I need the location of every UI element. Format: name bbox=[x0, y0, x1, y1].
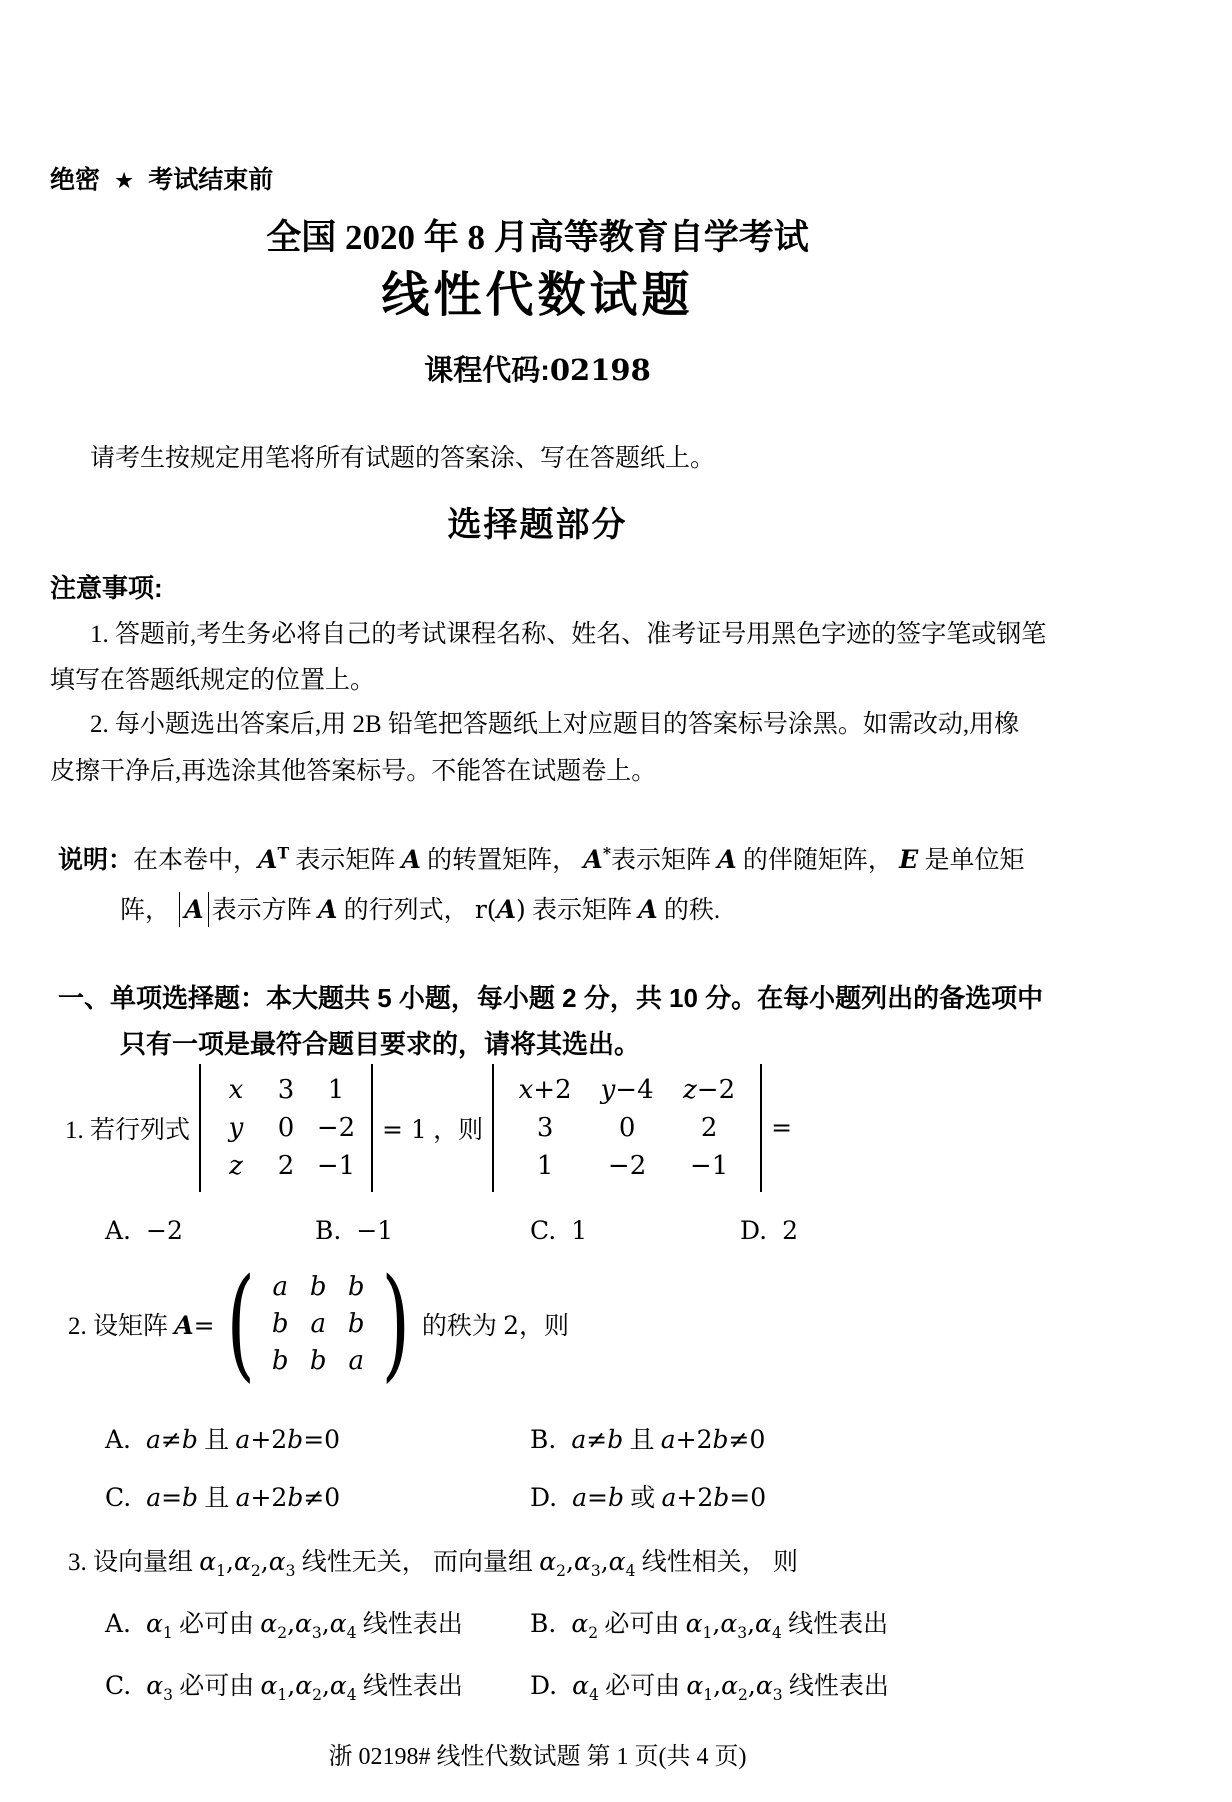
matrix-cell: y bbox=[228, 1113, 244, 1143]
q2-option-a bbox=[105, 1420, 340, 1456]
matrix-row bbox=[261, 1305, 375, 1342]
matrix-cell: b bbox=[309, 1271, 327, 1302]
matrix-cell: 0 bbox=[618, 1113, 636, 1143]
part-heading: 选择题部分 bbox=[447, 506, 628, 544]
q1-equals-then: = 1 ，则 bbox=[382, 1115, 484, 1144]
q1-option-b bbox=[315, 1216, 393, 1246]
q2-stem-prefix: 2. 设矩阵 A= bbox=[68, 1310, 215, 1340]
matrix-cell: b bbox=[271, 1308, 289, 1339]
q2-option-c bbox=[105, 1478, 340, 1514]
q1-option-b-text: −1 bbox=[356, 1216, 394, 1245]
q3-option-c-label: C. bbox=[105, 1671, 132, 1700]
matrix-row bbox=[504, 1147, 750, 1185]
q1-option-d-text: 2 bbox=[782, 1216, 799, 1245]
q1-equals-sign: = bbox=[771, 1113, 793, 1142]
security-banner bbox=[50, 160, 273, 196]
q1-option-c bbox=[530, 1216, 587, 1246]
q2-option-c-label: C. bbox=[105, 1483, 132, 1512]
matrix-cell: x +2 bbox=[518, 1075, 572, 1105]
matrix-cell: z bbox=[229, 1151, 243, 1181]
matrix-cell: a bbox=[272, 1271, 288, 1302]
matrix-cell: −2 bbox=[316, 1113, 356, 1143]
remark-line-1: 说明：在本卷中，$A^T$ 表示矩阵 A 的转置矩阵， A*表示矩阵 A 的伴随矩阵， E 是单位矩 bbox=[58, 843, 1025, 874]
q1-option-a-text: −2 bbox=[146, 1216, 183, 1245]
q3-option-a bbox=[105, 1604, 463, 1642]
q1-option-d bbox=[740, 1216, 798, 1246]
q1-option-c-label: C. bbox=[530, 1216, 557, 1245]
q3-option-b-text: $\alpha_2$ 必可由 $\alpha_1,\alpha_3,\alpha_4$ 线性表出 bbox=[571, 1609, 889, 1642]
q2-stem-suffix: 的秩为 2，则 bbox=[421, 1310, 570, 1340]
q2-options-row-1 bbox=[0, 1420, 1232, 1454]
matrix-cell: b bbox=[271, 1345, 289, 1376]
remark-line-2: 阵， A 表示方阵 A 的行列式， r(A) 表示矩阵 A 的秩. bbox=[120, 890, 720, 926]
q2-option-b-label: B. bbox=[530, 1425, 557, 1454]
q2-option-d-text: a=b 或 a+2b=0 bbox=[572, 1483, 767, 1512]
section-1-heading-line-1: 一、单项选择题：本大题共 5 小题，每小题 2 分，共 10 分。在每小题列出的备选项中 bbox=[58, 983, 1044, 1013]
matrix-cell: x bbox=[228, 1075, 244, 1105]
q3-option-d-label: D. bbox=[530, 1671, 558, 1700]
matrix-row bbox=[211, 1109, 361, 1147]
course-code: 课程代码:02198 bbox=[424, 353, 651, 387]
matrix-cell: a bbox=[310, 1308, 326, 1339]
matrix-cell: b bbox=[309, 1345, 327, 1376]
matrix-cell: z −2 bbox=[683, 1075, 736, 1105]
q1-option-c-text: 1 bbox=[571, 1216, 588, 1245]
matrix-paren-left: ( bbox=[226, 1252, 255, 1395]
matrix-cell: 0 bbox=[277, 1113, 295, 1143]
q3-option-b bbox=[530, 1604, 888, 1642]
security-label: 绝密 bbox=[50, 166, 101, 194]
matrix-cell: b bbox=[347, 1308, 365, 1339]
q1-stem-prefix: 1. 若行列式 bbox=[65, 1117, 191, 1144]
q2-options-row-2 bbox=[0, 1478, 1232, 1512]
matrix-row bbox=[504, 1109, 750, 1147]
note-item-2-line-1: 2. 每小题选出答案后,用 2B 铅笔把答题纸上对应题目的答案标号涂黑。如需改动,用橡 bbox=[90, 711, 1020, 738]
matrix-cell: 3 bbox=[277, 1075, 295, 1105]
matrix-row bbox=[211, 1147, 361, 1185]
question-1 bbox=[65, 1064, 792, 1192]
q1-determinant-1 bbox=[199, 1064, 373, 1192]
q2-option-d-label: D. bbox=[530, 1483, 558, 1512]
page-footer: 浙 02198# 线性代数试题 第 1 页(共 4 页) bbox=[328, 1744, 747, 1770]
matrix-row bbox=[261, 1268, 375, 1305]
q1-options-row bbox=[0, 1216, 1232, 1250]
timing-label: 考试结束前 bbox=[148, 166, 274, 194]
notes-heading: 注意事项: bbox=[50, 573, 163, 603]
matrix-cell: −1 bbox=[316, 1151, 356, 1181]
matrix-cell: 2 bbox=[700, 1113, 718, 1143]
q3-options-row-2 bbox=[0, 1666, 1232, 1704]
q2-matrix-body bbox=[257, 1262, 379, 1385]
q2-option-b bbox=[530, 1420, 765, 1456]
matrix-cell: −1 bbox=[689, 1151, 729, 1181]
matrix-cell: b bbox=[347, 1271, 365, 1302]
q2-option-a-text: a≠b 且 a+2b=0 bbox=[146, 1425, 341, 1454]
matrix-cell: 3 bbox=[536, 1113, 554, 1143]
q3-option-a-text: $\alpha_1$ 必可由 $\alpha_2,\alpha_3,\alpha_4$ 线性表出 bbox=[146, 1609, 463, 1642]
matrix-row bbox=[504, 1071, 750, 1109]
q1-option-b-label: B. bbox=[315, 1216, 342, 1245]
matrix-cell: 1 bbox=[536, 1151, 554, 1181]
exam-session-title: 全国 2020 年 8 月高等教育自学考试 bbox=[266, 218, 809, 257]
q2-matrix bbox=[224, 1252, 413, 1395]
q2-option-a-label: A. bbox=[105, 1425, 132, 1454]
q3-option-d bbox=[530, 1666, 889, 1704]
note-item-2-line-2: 皮擦干净后,再选涂其他答案标号。不能答在试题卷上。 bbox=[50, 758, 657, 785]
matrix-cell: 2 bbox=[277, 1151, 295, 1181]
note-item-1-line-2: 填写在答题纸规定的位置上。 bbox=[50, 667, 376, 694]
star-icon: ★ bbox=[114, 168, 135, 193]
matrix-cell: −2 bbox=[607, 1151, 647, 1181]
q3-option-b-label: B. bbox=[530, 1609, 557, 1638]
question-2 bbox=[68, 1252, 570, 1395]
paper-title: 线性代数试题 bbox=[381, 269, 694, 322]
q3-option-a-label: A. bbox=[105, 1609, 132, 1638]
q1-option-d-label: D. bbox=[740, 1216, 768, 1245]
q2-option-d bbox=[530, 1478, 766, 1514]
q2-option-b-text: a≠b 且 a+2b≠0 bbox=[571, 1425, 766, 1454]
q3-options-row-1 bbox=[0, 1604, 1232, 1642]
q1-option-a-label: A. bbox=[105, 1216, 132, 1245]
matrix-row bbox=[261, 1342, 375, 1379]
question-3: 3. 设向量组 $\alpha_1,\alpha_2,\alpha_3$ 线性无关， 而向量组 $\alpha_2,\alpha_3,\alpha_4$ 线性相关， 则 bbox=[68, 1547, 798, 1580]
section-1-heading-line-2: 只有一项是最符合题目要求的，请将其选出。 bbox=[120, 1029, 641, 1059]
matrix-cell: 1 bbox=[327, 1075, 345, 1105]
matrix-row bbox=[211, 1071, 361, 1109]
q3-option-c bbox=[105, 1666, 463, 1704]
matrix-cell: y −4 bbox=[600, 1075, 654, 1105]
q1-determinant-2 bbox=[492, 1064, 762, 1192]
matrix-paren-right: ) bbox=[381, 1252, 411, 1395]
q2-option-c-text: a=b 且 a+2b≠0 bbox=[146, 1483, 341, 1512]
answer-sheet-instruction: 请考生按规定用笔将所有试题的答案涂、写在答题纸上。 bbox=[90, 445, 716, 472]
note-item-1-line-1: 1. 答题前,考生务必将自己的考试课程名称、姓名、准考证号用黑色字迹的签字笔或钢笔 bbox=[90, 621, 1047, 648]
q3-option-c-text: $\alpha_3$ 必可由 $\alpha_1,\alpha_2,\alpha_4$ 线性表出 bbox=[146, 1671, 463, 1704]
q3-option-d-text: $\alpha_4$ 必可由 $\alpha_1,\alpha_2,\alpha_3$ 线性表出 bbox=[572, 1671, 889, 1704]
q1-option-a bbox=[105, 1216, 183, 1246]
matrix-cell: a bbox=[348, 1345, 364, 1376]
